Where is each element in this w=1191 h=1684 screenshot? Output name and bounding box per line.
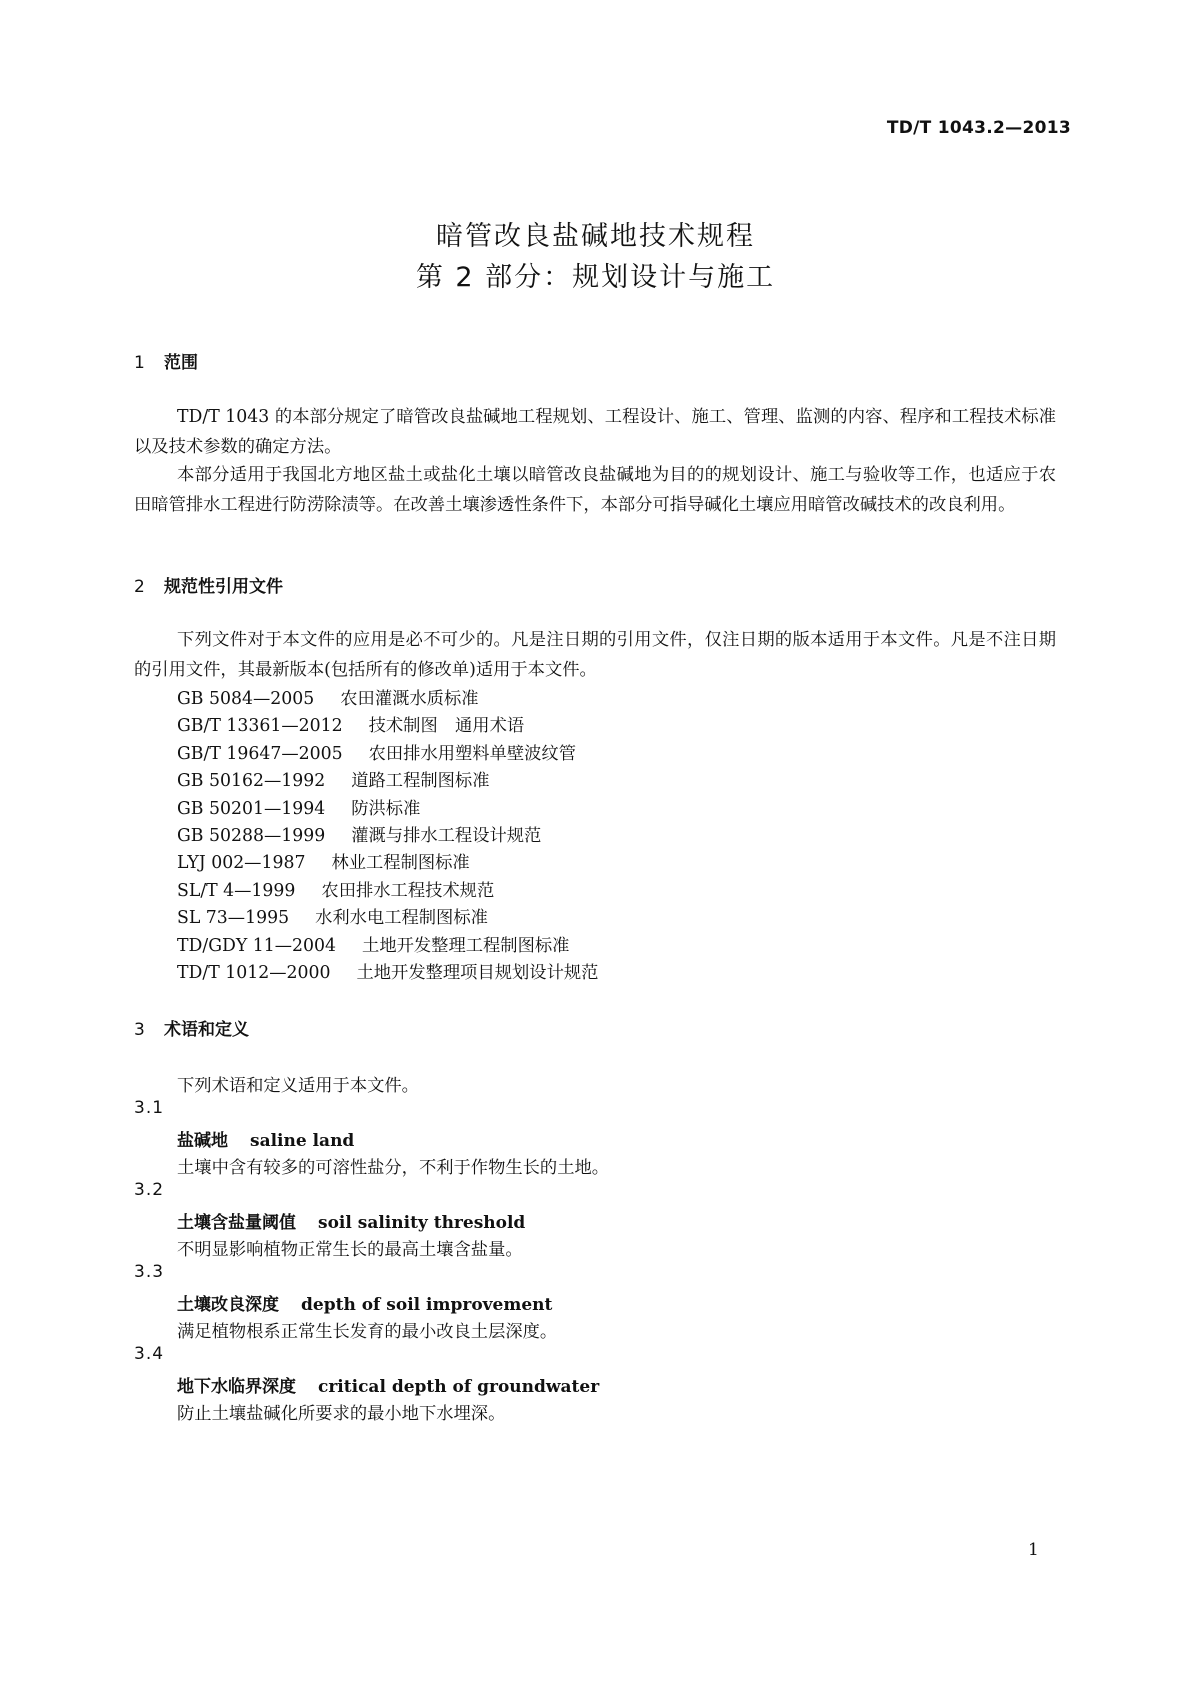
reference-title: 技术制图 通用术语 (368, 716, 525, 736)
reference-code: TD/T 1012—2000 (177, 963, 331, 983)
section-heading-normative-references (134, 572, 283, 597)
term-number: 3.4 (134, 1344, 165, 1364)
term-cn: 盐碱地 (177, 1131, 228, 1151)
term-definition: 不明显影响植物正常生长的最高土壤含盐量。 (177, 1240, 523, 1260)
reference-item (177, 931, 569, 956)
term-heading (177, 1372, 599, 1397)
section-title: 术语和定义 (164, 1020, 249, 1040)
reference-item (177, 958, 598, 983)
scope-paragraph-2: 本部分适用于我国北方地区盐土或盐化土壤以暗管改良盐碱地为目的的规划设计、施工与验收等工作，也适应于农田暗管排水工程进行防涝除渍等。在改善土壤渗透性条件下，本部分可指导碱化土壤应用暗管改碱技术的改良利用。 (134, 465, 1056, 515)
term-definition: 满足植物根系正常生长发育的最小改良土层深度。 (177, 1322, 558, 1342)
reference-code: SL/T 4—1999 (177, 881, 296, 901)
term-number: 3.1 (134, 1098, 165, 1118)
term-heading (177, 1290, 552, 1315)
reference-title: 灌溉与排水工程设计规范 (351, 826, 542, 846)
reference-code: LYJ 002—1987 (177, 853, 306, 873)
reference-code: GB 50201—1994 (177, 799, 326, 819)
document-subtitle: 第 2 部分：规划设计与施工 (415, 262, 776, 293)
reference-item (177, 684, 479, 709)
term-definition: 防止土壤盐碱化所要求的最小地下水埋深。 (177, 1404, 506, 1424)
reference-item (177, 766, 490, 791)
term-heading (177, 1126, 354, 1151)
terms-intro: 下列术语和定义适用于本文件。 (177, 1076, 419, 1096)
term-cn: 地下水临界深度 (177, 1377, 296, 1397)
reference-item (177, 903, 488, 928)
section-heading-scope (134, 348, 198, 373)
section-title: 范围 (164, 353, 198, 373)
reference-title: 水利水电工程制图标准 (315, 908, 488, 928)
document-title: 暗管改良盐碱地技术规程 (436, 221, 755, 252)
reference-code: GB/T 13361—2012 (177, 716, 343, 736)
reference-title: 土地开发整理工程制图标准 (362, 936, 570, 956)
reference-title: 土地开发整理项目规划设计规范 (356, 963, 599, 983)
term-en: soil salinity threshold (318, 1213, 526, 1233)
reference-title: 农田排水工程技术规范 (321, 881, 495, 901)
reference-code: GB/T 19647—2005 (177, 744, 343, 764)
reference-code: GB 50162—1992 (177, 771, 326, 791)
reference-item (177, 821, 541, 846)
reference-item (177, 876, 494, 901)
reference-item (177, 711, 524, 736)
standard-code: TD/T 1043.2—2013 (886, 118, 1071, 138)
reference-code: GB 5084—2005 (177, 689, 315, 709)
references-intro: 下列文件对于本文件的应用是必不可少的。凡是注日期的引用文件，仅注日期的版本适用于本文件。凡是不注日期的引用文件，其最新版本(包括所有的修改单)适用于本文件。 (134, 630, 1056, 680)
section-number: 1 (134, 353, 145, 373)
reference-title: 防洪标准 (351, 799, 421, 819)
reference-title: 农田排水用塑料单壁波纹管 (368, 744, 576, 764)
reference-title: 农田灌溉水质标准 (340, 689, 479, 709)
reference-code: GB 50288—1999 (177, 826, 326, 846)
section-number: 2 (134, 577, 145, 597)
term-number: 3.2 (134, 1180, 165, 1200)
reference-title: 道路工程制图标准 (351, 771, 490, 791)
reference-title: 林业工程制图标准 (331, 853, 470, 873)
section-title: 规范性引用文件 (164, 577, 283, 597)
reference-code: TD/GDY 11—2004 (177, 936, 337, 956)
term-en: saline land (250, 1131, 355, 1151)
reference-item (177, 794, 420, 819)
term-en: depth of soil improvement (301, 1295, 553, 1315)
term-heading (177, 1208, 525, 1233)
scope-paragraph-1: TD/T 1043 的本部分规定了暗管改良盐碱地工程规划、工程设计、施工、管理、监测的内容、程序和工程技术标准以及技术参数的确定方法。 (134, 407, 1056, 457)
term-definition: 土壤中含有较多的可溶性盐分，不利于作物生长的土地。 (177, 1158, 610, 1178)
term-cn: 土壤含盐量阈值 (177, 1213, 296, 1233)
section-number: 3 (134, 1020, 145, 1040)
reference-item (177, 739, 576, 764)
reference-item (177, 848, 470, 873)
page-number: 1 (1028, 1540, 1039, 1560)
term-cn: 土壤改良深度 (177, 1295, 279, 1315)
term-number: 3.3 (134, 1262, 165, 1282)
reference-code: SL 73—1995 (177, 908, 290, 928)
section-heading-terms (134, 1015, 249, 1040)
term-en: critical depth of groundwater (318, 1377, 600, 1397)
